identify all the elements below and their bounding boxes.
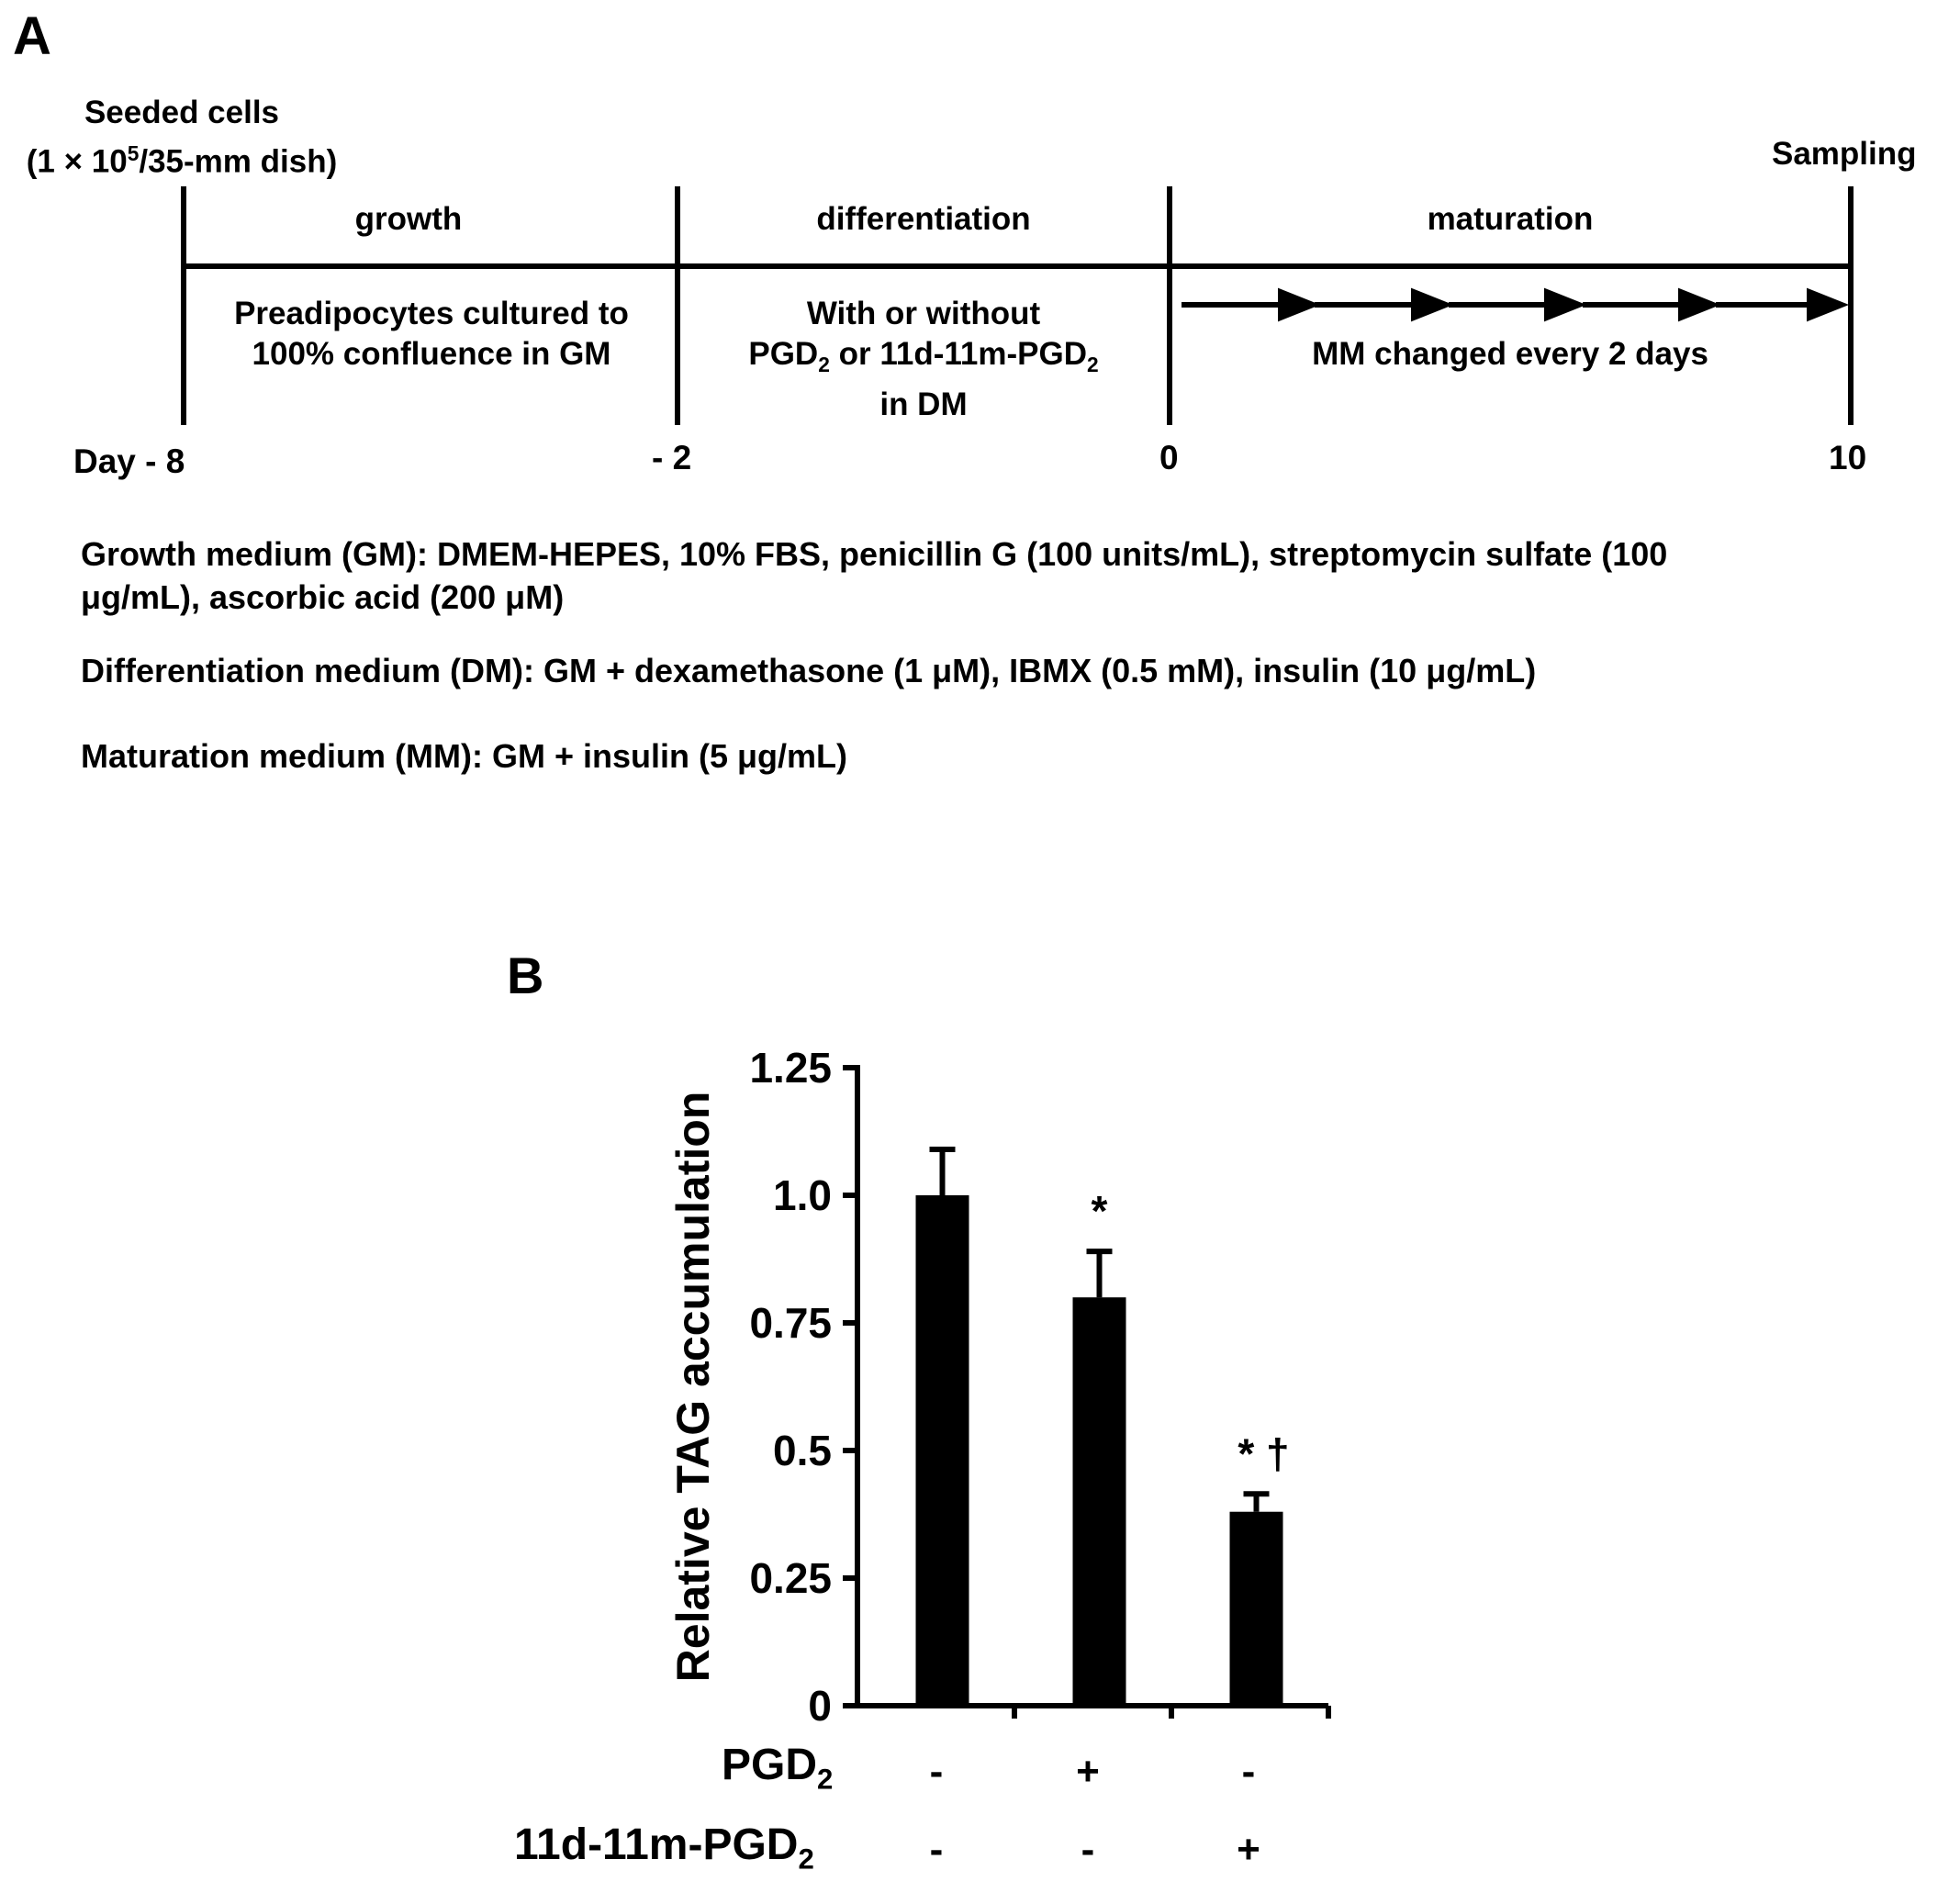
day-10-label: 10 xyxy=(1829,439,1867,476)
arrow-head-icon xyxy=(1809,292,1842,318)
differentiation-description: With or without $PGD_2$ or $11d-11m-PGD_2$ in DM xyxy=(748,296,1099,422)
phase-maturation: maturation xyxy=(1427,201,1594,237)
bar xyxy=(1073,1297,1126,1706)
y-tick-label: 0 xyxy=(808,1682,832,1730)
row-11d-11m-pgd2-label: $11d-11m-PGD_2$ xyxy=(514,1820,814,1876)
significance-marker: * † xyxy=(1238,1429,1290,1478)
sampling-label: Sampling xyxy=(1772,136,1917,172)
y-axis-title: Relative TAG accumulation xyxy=(667,1091,719,1683)
phase-differentiation: differentiation xyxy=(816,201,1031,237)
day-minus8-label: Day - 8 xyxy=(73,442,185,480)
arrows-group xyxy=(1182,292,1842,318)
bar xyxy=(1230,1512,1283,1706)
significance-marker: * xyxy=(1091,1187,1108,1236)
row1-sign-1: - xyxy=(929,1749,944,1794)
growth-description: Preadipocytes cultured to 100% confluence in GM xyxy=(234,296,629,372)
row1-sign-3: - xyxy=(1241,1749,1256,1794)
growth-medium-note: Growth medium (GM): DMEM-HEPES, 10% FBS, penicillin G (100 units/mL), streptomycin sulfate (100 μg/mL), ascorbic acid (200 μM) xyxy=(81,535,1668,616)
seeded-cells-label: Seeded cells ($1 \times 10^5/35-mm$ dish) xyxy=(26,95,338,180)
y-tick-label: 1.0 xyxy=(773,1171,832,1219)
y-tick-label: 0.75 xyxy=(749,1299,832,1347)
y-tick-label: 0.5 xyxy=(773,1427,832,1474)
row2-sign-2: - xyxy=(1081,1827,1095,1872)
row2-sign-1: - xyxy=(929,1827,944,1872)
y-tick-label: 1.25 xyxy=(749,1044,832,1092)
bar-chart xyxy=(0,1010,1960,1854)
day-0-label: 0 xyxy=(1159,439,1179,476)
row2-sign-3: + xyxy=(1237,1827,1260,1872)
row1-sign-2: + xyxy=(1076,1749,1100,1794)
arrow-head-icon xyxy=(1281,292,1313,318)
arrow-head-icon xyxy=(1547,292,1579,318)
panel-b-label: B xyxy=(507,946,544,1004)
panel-a-label: A xyxy=(13,6,51,66)
arrow-head-icon xyxy=(1414,292,1446,318)
differentiation-medium-note: Differentiation medium (DM): GM + dexamethasone (1 μM), IBMX (0.5 mM), insulin (10 μg/mL) xyxy=(81,652,1537,689)
row-pgd2-label: $PGD_2$ xyxy=(722,1741,834,1796)
maturation-medium-note: Maturation medium (MM): GM + insulin (5 μg/mL) xyxy=(81,737,847,775)
bar xyxy=(916,1195,969,1706)
day-minus2-label: - 2 xyxy=(652,439,692,476)
maturation-description: MM changed every 2 days xyxy=(1312,336,1708,372)
y-tick-label: 0.25 xyxy=(749,1554,832,1602)
arrow-head-icon xyxy=(1681,292,1713,318)
phase-growth: growth xyxy=(354,201,463,237)
